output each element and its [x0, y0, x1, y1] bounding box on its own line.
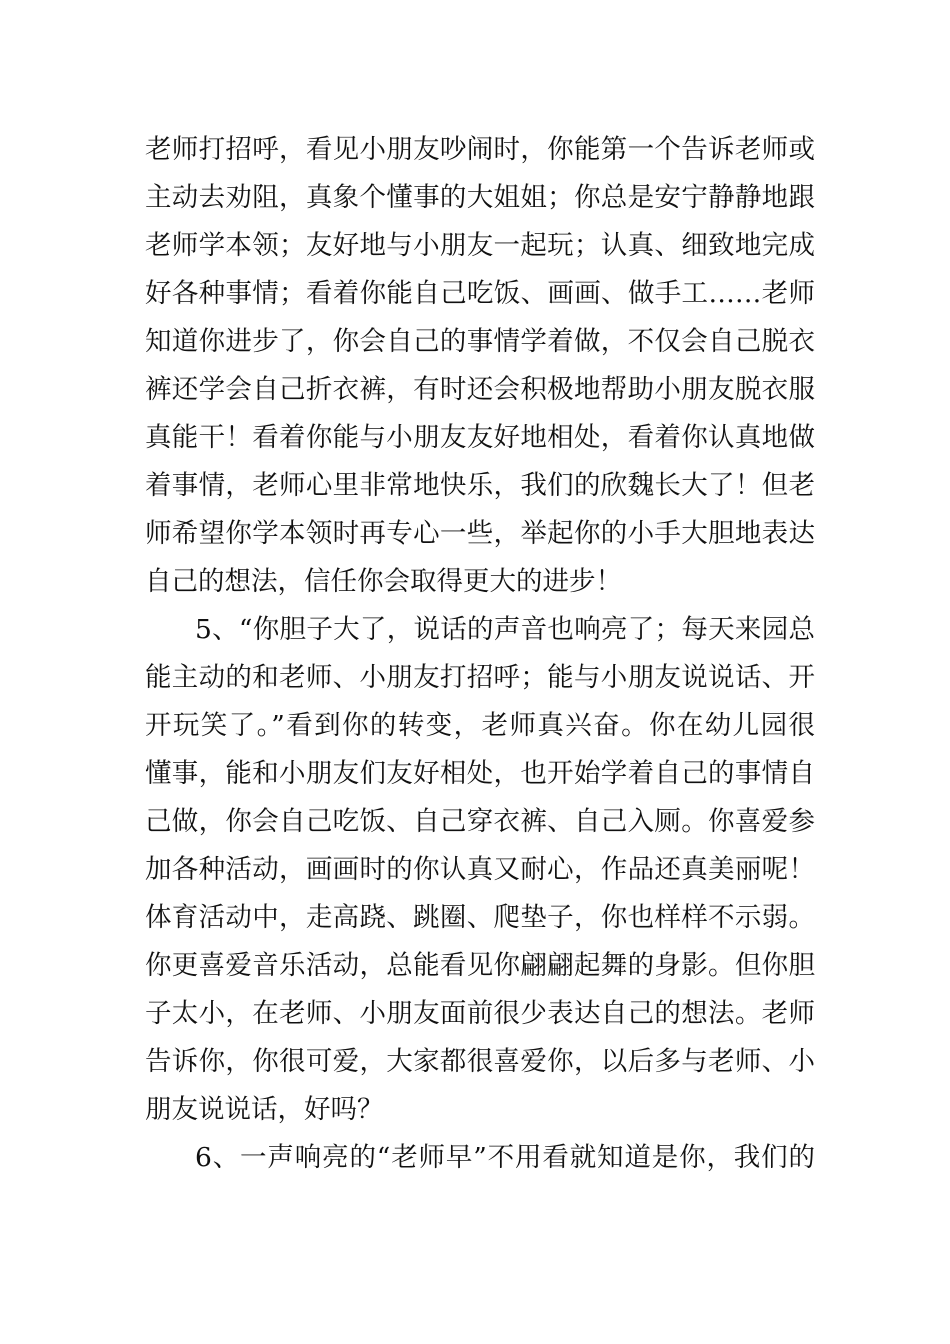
text-line: 知道你进步了，你会自己的事情学着做，不仅会自己脱衣 [145, 326, 815, 357]
text-line: 老师打招呼，看见小朋友吵闹时，你能第一个告诉老师或 [145, 134, 815, 165]
text-line: 体育活动中，走高跷、跳圈、爬垫子，你也样样不示弱。 [145, 902, 815, 933]
text-line: 师希望你学本领时再专心一些，举起你的小手大胆地表达 [145, 518, 815, 549]
text-line: 己做，你会自己吃饭、自己穿衣裤、自己入厕。你喜爱参 [145, 806, 815, 837]
text-line: 能主动的和老师、小朋友打招呼；能与小朋友说说话、开 [145, 662, 815, 693]
text-line: 裤还学会自己折衣裤，有时还会积极地帮助小朋友脱衣服 [145, 374, 815, 405]
text-line: 加各种活动，画画时的你认真又耐心，作品还真美丽呢！ [145, 854, 815, 885]
text-line: 好各种事情；看着你能自己吃饭、画画、做手工……老师 [145, 278, 815, 309]
text-line: 主动去劝阻，真象个懂事的大姐姐；你总是安宁静静地跟 [145, 182, 815, 213]
text-line: 告诉你，你很可爱，大家都很喜爱你，以后多与老师、小 [145, 1046, 815, 1077]
text-line: 自己的想法，信任你会取得更大的进步！ [145, 566, 622, 597]
text-line: 着事情，老师心里非常地快乐，我们的欣魏长大了！但老 [145, 470, 815, 501]
text-line: 老师学本领；友好地与小朋友一起玩；认真、细致地完成 [145, 230, 815, 261]
text-line: 子太小，在老师、小朋友面前很少表达自己的想法。老师 [145, 998, 815, 1029]
paragraph-start-line: 5、“你胆子大了，说话的声音也响亮了；每天来园总 [195, 614, 815, 645]
text-line: 懂事，能和小朋友们友好相处，也开始学着自己的事情自 [145, 758, 815, 789]
text-line: 你更喜爱音乐活动，总能看见你翩翩起舞的身影。但你胆 [145, 950, 815, 981]
text-line: 朋友说说话，好吗？ [145, 1094, 384, 1125]
text-line: 真能干！看着你能与小朋友友好地相处，看着你认真地做 [145, 422, 815, 453]
text-line: 开玩笑了。”看到你的转变，老师真兴奋。你在幼儿园很 [145, 710, 815, 741]
paragraph-start-line: 6、一声响亮的“老师早”不用看就知道是你，我们的 [195, 1142, 815, 1173]
